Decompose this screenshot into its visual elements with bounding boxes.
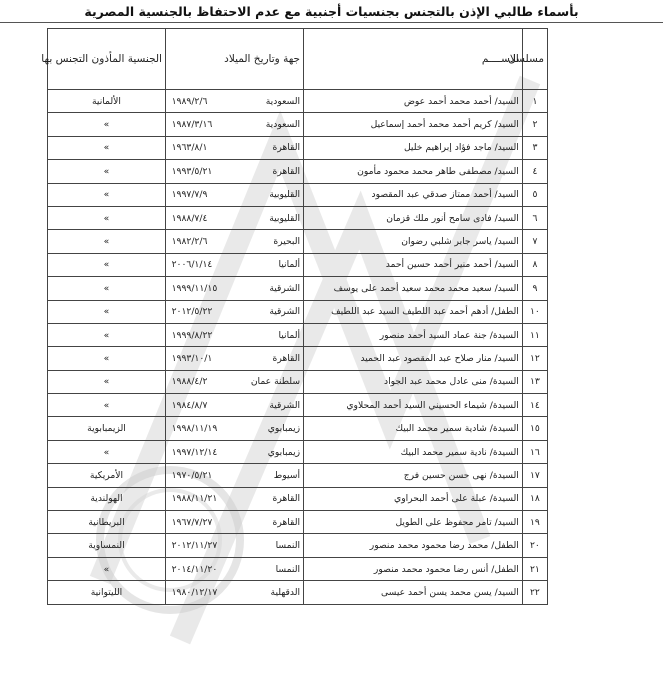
cell-name: السيدة/ عبلة على أحمد البحراوي bbox=[304, 487, 523, 510]
birth-place: القاهرة bbox=[272, 352, 301, 364]
table-row bbox=[48, 394, 548, 417]
cell-nationality: الألمانية bbox=[48, 90, 166, 113]
birth-place: القاهرة bbox=[272, 165, 301, 177]
cell-nationality: الليتوانية bbox=[48, 581, 166, 604]
cell-nationality: الأمريكية bbox=[48, 464, 166, 487]
cell-birth bbox=[165, 160, 303, 183]
cell-birth bbox=[165, 253, 303, 276]
cell-serial: ٨ bbox=[522, 253, 547, 276]
birth-place: ألمانيا bbox=[278, 259, 301, 271]
table-row bbox=[48, 206, 548, 229]
birth-place: الشرقية bbox=[269, 399, 301, 411]
birth-place: القليوبية bbox=[269, 189, 301, 201]
cell-serial: ٧ bbox=[522, 230, 547, 253]
cell-birth bbox=[165, 136, 303, 159]
cell-birth bbox=[165, 440, 303, 463]
cell-birth bbox=[165, 206, 303, 229]
cell-serial: ١١ bbox=[522, 323, 547, 346]
birth-date: ١٩٦٧/٧/٢٧ bbox=[171, 516, 213, 528]
table-row bbox=[48, 511, 548, 534]
birth-place: القليوبية bbox=[269, 212, 301, 224]
table-row bbox=[48, 534, 548, 557]
birth-place: الدقهلية bbox=[270, 586, 301, 598]
table-row bbox=[48, 90, 548, 113]
table-row bbox=[48, 557, 548, 580]
birth-place: زيمبابوي bbox=[267, 446, 301, 458]
cell-nationality: » bbox=[48, 183, 166, 206]
header-name: الاســــم bbox=[304, 29, 523, 90]
birth-place: السعودية bbox=[265, 95, 301, 107]
cell-name: السيد/ كريم أحمد محمد أحمد إسماعيل bbox=[304, 113, 523, 136]
cell-serial: ٥ bbox=[522, 183, 547, 206]
birth-place: البحيرة bbox=[273, 236, 301, 248]
cell-birth bbox=[165, 464, 303, 487]
cell-birth bbox=[165, 487, 303, 510]
cell-nationality: » bbox=[48, 113, 166, 136]
birth-date: ١٩٩٧/١٢/١٤ bbox=[171, 446, 218, 458]
cell-name: السيدة/ جنة عماد السيد أحمد منصور bbox=[304, 323, 523, 346]
cell-serial: ٢١ bbox=[522, 557, 547, 580]
cell-nationality: الهولندية bbox=[48, 487, 166, 510]
naturalization-table bbox=[41, 28, 548, 605]
cell-serial: ١٥ bbox=[522, 417, 547, 440]
cell-name: الطفل/ أدهم أحمد عبد اللطيف السيد عبد اللطيف bbox=[304, 300, 523, 323]
cell-name: السيدة/ شيماء الحسيني السيد أحمد المحلاوي bbox=[304, 394, 523, 417]
table-row bbox=[48, 300, 548, 323]
cell-serial: ٢ bbox=[522, 113, 547, 136]
table-row bbox=[48, 277, 548, 300]
table-row bbox=[48, 113, 548, 136]
birth-date: ١٩٩٣/٥/٢١ bbox=[171, 165, 213, 177]
birth-date: ١٩٩٨/١١/١٩ bbox=[171, 423, 218, 435]
cell-birth bbox=[165, 183, 303, 206]
birth-date: ١٩٩٩/١١/١٥ bbox=[171, 282, 218, 294]
cell-serial: ٦ bbox=[522, 206, 547, 229]
cell-birth bbox=[165, 534, 303, 557]
cell-serial: ١٦ bbox=[522, 440, 547, 463]
birth-date: ١٩٨٨/١١/٢١ bbox=[171, 493, 218, 505]
cell-name: الطفل/ أنس رضا محمود محمد منصور bbox=[304, 557, 523, 580]
cell-birth bbox=[165, 511, 303, 534]
cell-name: السيدة/ شادية سمير محمد البيك bbox=[304, 417, 523, 440]
cell-name: السيد/ مصطفى طاهر محمد محمود مأمون bbox=[304, 160, 523, 183]
cell-serial: ٣ bbox=[522, 136, 547, 159]
birth-date: ٢٠١٢/٥/٢٢ bbox=[171, 306, 213, 318]
cell-nationality: النمساوية bbox=[48, 534, 166, 557]
birth-place: زيمبابوي bbox=[267, 423, 301, 435]
birth-date: ١٩٧٠/٥/٢١ bbox=[171, 469, 213, 481]
cell-nationality: » bbox=[48, 160, 166, 183]
cell-name: السيد/ منار صلاح عبد المقصود عبد الحميد bbox=[304, 347, 523, 370]
cell-serial: ١٨ bbox=[522, 487, 547, 510]
cell-serial: ١٧ bbox=[522, 464, 547, 487]
cell-name: السيد/ أحمد منير أحمد حسين أحمد bbox=[304, 253, 523, 276]
cell-nationality: » bbox=[48, 323, 166, 346]
table-row bbox=[48, 487, 548, 510]
cell-birth bbox=[165, 230, 303, 253]
cell-name: السيد/ ماجد فؤاد إبراهيم خليل bbox=[304, 136, 523, 159]
birth-date: ١٩٨٩/٢/٦ bbox=[171, 95, 208, 107]
table-row bbox=[48, 347, 548, 370]
cell-birth bbox=[165, 300, 303, 323]
table-row bbox=[48, 160, 548, 183]
cell-serial: ١٩ bbox=[522, 511, 547, 534]
birth-place: سلطنة عمان bbox=[250, 376, 301, 388]
birth-place: القاهرة bbox=[272, 142, 301, 154]
birth-date: ٢٠٠٦/١/١٤ bbox=[171, 259, 213, 271]
birth-date: ٢٠١٤/١١/٢٠ bbox=[171, 563, 218, 575]
birth-place: النمسا bbox=[275, 563, 301, 575]
cell-nationality: » bbox=[48, 440, 166, 463]
cell-nationality: » bbox=[48, 136, 166, 159]
cell-serial: ١٤ bbox=[522, 394, 547, 417]
table-row bbox=[48, 253, 548, 276]
cell-birth bbox=[165, 113, 303, 136]
cell-birth bbox=[165, 394, 303, 417]
cell-name: السيد/ سعيد محمد محمد سعيد أحمد على يوسف bbox=[304, 277, 523, 300]
birth-place: النمسا bbox=[275, 540, 301, 552]
cell-birth bbox=[165, 90, 303, 113]
cell-nationality: الزيمبابوية bbox=[48, 417, 166, 440]
birth-date: ١٩٨٧/٣/١٦ bbox=[171, 119, 213, 131]
birth-place: السعودية bbox=[265, 119, 301, 131]
birth-date: ١٩٩٧/٧/٩ bbox=[171, 189, 208, 201]
birth-place: أسيوط bbox=[273, 469, 301, 481]
cell-birth bbox=[165, 370, 303, 393]
cell-name: السيد/ تامر محفوظ على الطويل bbox=[304, 511, 523, 534]
table-row bbox=[48, 581, 548, 604]
cell-nationality: » bbox=[48, 230, 166, 253]
cell-nationality: » bbox=[48, 300, 166, 323]
birth-place: القاهرة bbox=[272, 493, 301, 505]
cell-serial: ١٣ bbox=[522, 370, 547, 393]
cell-name: السيد/ فادى سامح أنور ملك قزمان bbox=[304, 206, 523, 229]
page-title: بأسماء طالبي الإذن بالتجنس بجنسيات أجنبية مع عدم الاحتفاظ بالجنسية المصرية bbox=[0, 2, 663, 23]
cell-birth bbox=[165, 581, 303, 604]
cell-name: السيدة/ منى عادل محمد عبد الجواد bbox=[304, 370, 523, 393]
cell-serial: ٤ bbox=[522, 160, 547, 183]
table-row bbox=[48, 417, 548, 440]
header-nationality: الجنسية المأذون التجنس بها bbox=[48, 29, 166, 90]
cell-nationality: » bbox=[48, 347, 166, 370]
cell-name: السيدة/ نادية سمير محمد البيك bbox=[304, 440, 523, 463]
cell-serial: ٢٠ bbox=[522, 534, 547, 557]
birth-date: ١٩٩٩/٨/٢٢ bbox=[171, 329, 213, 341]
table-row bbox=[48, 370, 548, 393]
cell-nationality: » bbox=[48, 394, 166, 417]
cell-nationality: البريطانية bbox=[48, 511, 166, 534]
cell-birth bbox=[165, 323, 303, 346]
table-row bbox=[48, 230, 548, 253]
birth-place: الشرقية bbox=[269, 282, 301, 294]
cell-birth bbox=[165, 417, 303, 440]
birth-place: ألمانيا bbox=[278, 329, 301, 341]
birth-date: ٢٠١٢/١١/٢٧ bbox=[171, 540, 218, 552]
cell-nationality: » bbox=[48, 206, 166, 229]
cell-nationality: » bbox=[48, 253, 166, 276]
cell-nationality: » bbox=[48, 557, 166, 580]
birth-place: الشرقية bbox=[269, 306, 301, 318]
cell-nationality: » bbox=[48, 370, 166, 393]
birth-date: ١٩٨٨/٤/٢ bbox=[171, 376, 208, 388]
cell-name: الطفل/ محمد رضا محمود محمد منصور bbox=[304, 534, 523, 557]
cell-birth bbox=[165, 557, 303, 580]
cell-serial: ١٠ bbox=[522, 300, 547, 323]
birth-date: ١٩٨٢/٢/٦ bbox=[171, 236, 208, 248]
birth-date: ١٩٨٠/١٢/١٧ bbox=[171, 586, 218, 598]
cell-name: السيد/ يسن محمد يسن أحمد عيسى bbox=[304, 581, 523, 604]
cell-serial: ٩ bbox=[522, 277, 547, 300]
header-birth: جهة وتاريخ الميلاد bbox=[165, 29, 303, 90]
cell-serial: ٢٢ bbox=[522, 581, 547, 604]
birth-date: ١٩٨٨/٧/٤ bbox=[171, 212, 208, 224]
table-row bbox=[48, 464, 548, 487]
birth-date: ١٩٦٣/٨/١ bbox=[171, 142, 208, 154]
table-row bbox=[48, 440, 548, 463]
cell-serial: ١٢ bbox=[522, 347, 547, 370]
cell-name: السيد/ أحمد محمد أحمد عوض bbox=[304, 90, 523, 113]
cell-name: السيد/ ياسر جابر شلبي رضوان bbox=[304, 230, 523, 253]
birth-place: القاهرة bbox=[272, 516, 301, 528]
table-row bbox=[48, 323, 548, 346]
birth-date: ١٩٨٤/٨/٧ bbox=[171, 399, 208, 411]
birth-date: ١٩٩٣/١٠/١ bbox=[171, 352, 213, 364]
cell-serial: ١ bbox=[522, 90, 547, 113]
header-serial: مسلسل bbox=[522, 29, 547, 90]
table-header-row bbox=[48, 29, 548, 90]
cell-birth bbox=[165, 277, 303, 300]
cell-birth bbox=[165, 347, 303, 370]
table-row bbox=[48, 183, 548, 206]
cell-name: السيدة/ نهى حسن حسين فرج bbox=[304, 464, 523, 487]
cell-nationality: » bbox=[48, 277, 166, 300]
table-row bbox=[48, 136, 548, 159]
cell-name: السيد/ أحمد ممتاز صدقي عبد المقصود bbox=[304, 183, 523, 206]
